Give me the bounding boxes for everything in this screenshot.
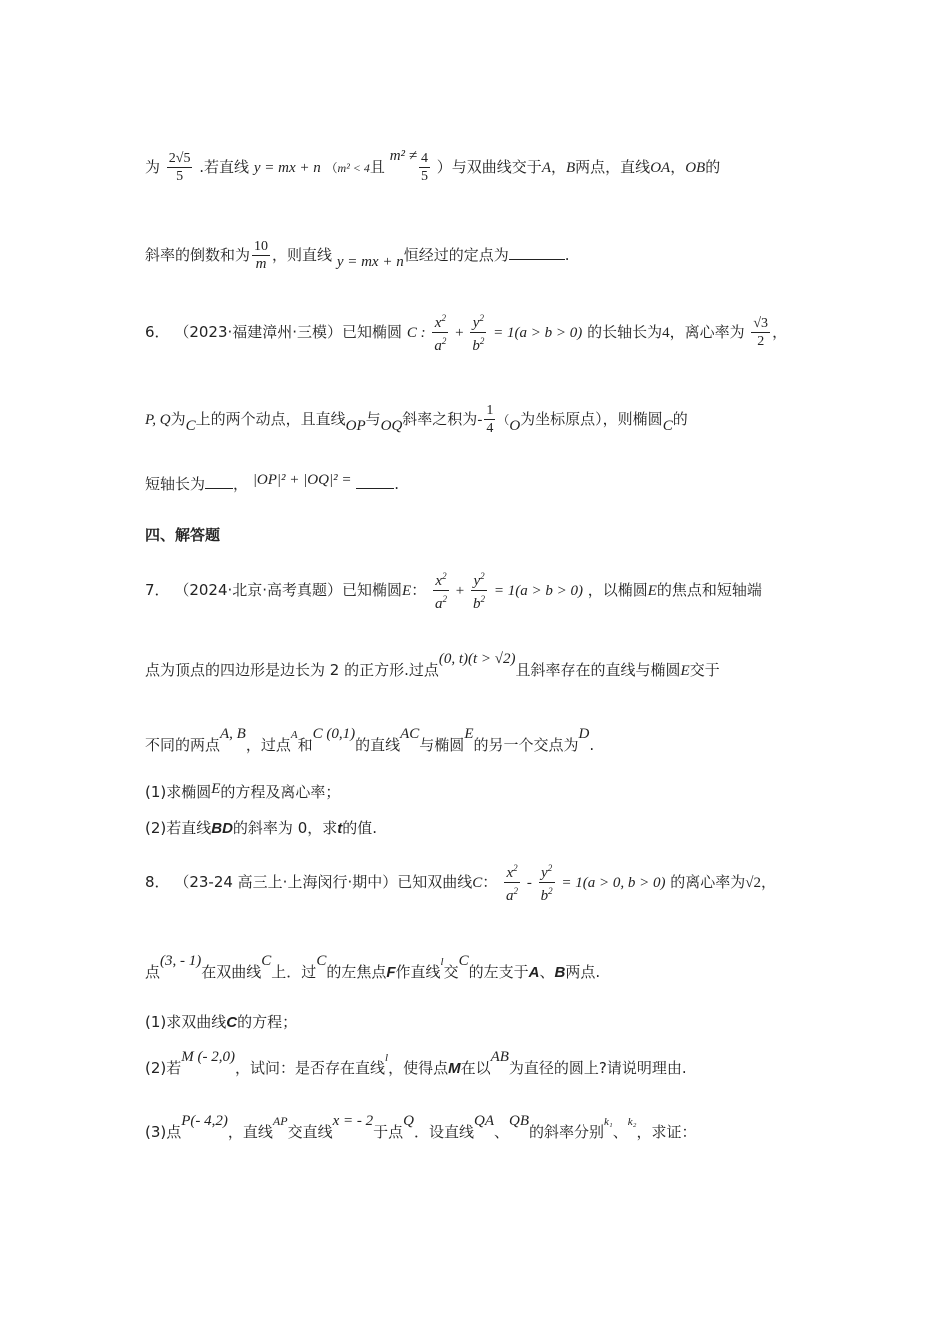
text: 交 xyxy=(443,963,459,981)
text: .若直线 xyxy=(199,158,250,176)
math-D: D xyxy=(578,726,590,742)
text: ： xyxy=(482,873,498,891)
math-C: C xyxy=(316,953,327,969)
text: 的方程及离心率； xyxy=(220,783,341,801)
text: 的另一个交点为 xyxy=(473,736,579,754)
fraction-1-4 xyxy=(484,402,495,437)
question-number: 7． xyxy=(145,581,170,599)
text: 的 xyxy=(672,410,688,428)
math-QA: QA xyxy=(474,1113,495,1129)
text: 作直线 xyxy=(395,963,441,981)
text: 交直线 xyxy=(287,1123,333,1141)
text: 、 xyxy=(539,963,555,981)
text: （ xyxy=(497,413,510,427)
math-F: F xyxy=(386,964,396,981)
text: 与 xyxy=(365,410,381,428)
section-heading: 四、解答题 xyxy=(145,526,221,544)
math-PQ: P, Q xyxy=(145,412,171,428)
math-point: (0, t)(t > √2) xyxy=(438,651,516,667)
question-source: （23-24 高三上·上海闵行·期中）已知双曲线 xyxy=(174,873,473,891)
q8-part-1 xyxy=(145,1012,800,1033)
text: ： xyxy=(411,581,427,599)
text: (2)若 xyxy=(145,1059,182,1077)
text: ， xyxy=(670,158,686,176)
text: 为 xyxy=(170,410,186,428)
frac-num: √3 xyxy=(753,316,769,331)
math-O: O xyxy=(509,418,521,434)
text: 点为顶点的四边形是边长为 2 的正方形.过点 xyxy=(145,661,439,679)
q8-line-2 xyxy=(145,953,800,984)
fraction-eccentricity xyxy=(167,150,193,185)
q7-line-2 xyxy=(145,651,800,681)
text: 于点 xyxy=(373,1123,404,1141)
text: (2)若直线 xyxy=(145,819,212,837)
text: 上．过 xyxy=(271,963,317,981)
text: 点 xyxy=(145,963,161,981)
math-line-eq: y = mx + n xyxy=(336,254,404,270)
text: 的斜率分别 xyxy=(529,1123,605,1141)
text: 在以 xyxy=(460,1059,491,1077)
text: ．设直线 xyxy=(414,1123,475,1141)
math-OB: OB xyxy=(685,160,706,176)
frac-num: 4 xyxy=(421,151,429,166)
math-E: E xyxy=(464,726,474,742)
text: ，直线 xyxy=(227,1123,273,1141)
frac-num: 1 xyxy=(486,403,494,418)
text: （ xyxy=(325,161,338,175)
math-C: C xyxy=(662,418,673,434)
q6-line-3 xyxy=(145,474,800,495)
text: ， xyxy=(233,475,249,493)
text: 且 xyxy=(369,158,385,176)
math-line-eq: y = mx + n xyxy=(253,160,321,176)
text: 的值. xyxy=(342,819,378,837)
answer-blank-1[interactable] xyxy=(205,474,233,489)
math-B: B xyxy=(554,964,566,981)
math-l: l xyxy=(385,1052,389,1064)
text: ， xyxy=(761,873,777,891)
text: ，求证： xyxy=(636,1123,697,1141)
text: 和 xyxy=(297,736,313,754)
fraction-x2-a2: $\frac{x^2}{a^2}$ xyxy=(432,310,448,355)
text: 斜率之积为 xyxy=(402,410,478,428)
math-A: A xyxy=(541,160,551,176)
math-M-point: M (- 2,0) xyxy=(181,1049,235,1065)
text: 且斜率存在的直线与椭圆 xyxy=(515,661,681,679)
text: ，则直线 xyxy=(272,246,333,264)
math-k1: k₁ xyxy=(604,1116,613,1128)
math-l: l xyxy=(440,956,444,968)
math-k2: k₂ xyxy=(627,1116,637,1128)
math-C-point: C (0,1) xyxy=(312,726,356,742)
text: 的左支于 xyxy=(468,963,529,981)
math-C: C xyxy=(185,418,196,434)
math-C: C xyxy=(472,875,483,891)
math-BD: BD xyxy=(211,820,233,837)
text: 的斜率为 0，求 xyxy=(232,819,338,837)
math-C: C xyxy=(261,953,272,969)
math-OQ: OQ xyxy=(380,418,403,434)
question-number: 8． xyxy=(145,873,170,891)
math-x-eq: x = - 2 xyxy=(332,1113,374,1129)
math-C: C xyxy=(226,1014,238,1031)
q5-line-2 xyxy=(145,238,800,273)
math-E: E xyxy=(680,663,690,679)
math-sqrt2: √2 xyxy=(745,875,762,891)
math-eq-tail: = 1(a > b > 0) xyxy=(493,325,583,341)
math-AP: AP xyxy=(272,1114,288,1128)
math-E: E xyxy=(647,583,657,599)
frac-den: 5 xyxy=(176,169,184,184)
text: 短轴长为 xyxy=(145,475,206,493)
frac-num: 10 xyxy=(254,239,269,254)
q7-line-1: 7． （2024·北京·高考真题）已知椭圆E： $\frac{x^2}{a^2}$ + $\frac{y^2}{b^2}$ = 1(a > b > 0) ，以椭圆E的焦点和短轴端 xyxy=(145,568,800,613)
math-eq-tail: = 1(a > 0, b > 0) xyxy=(561,875,666,891)
math-P-point: P(- 4,2) xyxy=(181,1113,228,1129)
text: ， xyxy=(550,158,566,176)
text: 交于 xyxy=(689,661,720,679)
question-source: （2023·福建漳州·三模）已知椭圆 xyxy=(174,323,403,341)
q8-line-1: 8． （23-24 高三上·上海闵行·期中）已知双曲线C： $\frac{x^2}{a^2}$ - $\frac{y^2}{b^2}$ = 1(a > 0, b > 0) 的离心率为√2， xyxy=(145,860,800,905)
fraction-x2-a2: $\frac{x^2}{a^2}$ xyxy=(504,860,520,905)
math-B: B xyxy=(566,160,576,176)
answer-blank[interactable] xyxy=(509,245,565,260)
math-minus: - xyxy=(477,412,483,428)
text: ，试问：是否存在直线 xyxy=(234,1059,385,1077)
math-E: E xyxy=(402,583,412,599)
text: 与椭圆 xyxy=(419,736,465,754)
math-cond2: m² ≠ xyxy=(389,148,418,164)
text: . xyxy=(564,246,570,264)
math-A: A xyxy=(528,964,540,981)
math-OP: OP xyxy=(345,418,366,434)
text: 两点，直线 xyxy=(575,158,651,176)
text: 的 xyxy=(705,158,721,176)
q7-part-2 xyxy=(145,818,800,839)
text: (3)点 xyxy=(145,1123,182,1141)
text: 两点. xyxy=(565,963,601,981)
frac-num: 2√5 xyxy=(168,151,191,166)
text: 、 xyxy=(612,1123,628,1141)
math-cond: m² < 4 xyxy=(337,161,370,175)
text: (1)求双曲线 xyxy=(145,1013,227,1031)
math-OA: OA xyxy=(650,160,671,176)
text: ，离心率为 xyxy=(669,323,745,341)
text: 为 xyxy=(145,158,161,176)
question-source: （2024·北京·高考真题）已知椭圆 xyxy=(174,581,403,599)
text: ，以椭圆 xyxy=(587,581,648,599)
fraction-x2-a2: $\frac{x^2}{a^2}$ xyxy=(433,568,449,613)
text: 的焦点和短轴端 xyxy=(656,581,762,599)
text: 上的两个动点，且直线 xyxy=(195,410,346,428)
text: 的直线 xyxy=(355,736,401,754)
text: 恒经过的定点为 xyxy=(403,246,509,264)
q8-part-2 xyxy=(145,1049,800,1080)
text: 的长轴长为 xyxy=(587,323,663,341)
text: 的左焦点 xyxy=(326,963,387,981)
math-QB: QB xyxy=(509,1113,530,1129)
text: . xyxy=(394,475,400,493)
math-AB: AB xyxy=(490,1049,509,1065)
answer-blank-2[interactable] xyxy=(356,474,394,489)
fraction-y2-b2: $\frac{y^2}{b^2}$ xyxy=(471,568,487,613)
question-number: 6． xyxy=(145,323,170,341)
math-A: A xyxy=(290,729,298,741)
text: 、 xyxy=(494,1123,510,1141)
math-AB: A, B xyxy=(220,726,246,742)
fraction-eccentricity xyxy=(751,315,770,350)
q7-line-3 xyxy=(145,726,800,757)
frac-den: m xyxy=(255,256,267,272)
math-M: M xyxy=(448,1060,461,1077)
text: (1)求椭圆 xyxy=(145,783,212,801)
math-C: C xyxy=(458,953,469,969)
math-point: (3, - 1) xyxy=(160,953,202,969)
text: ， xyxy=(772,323,788,341)
frac-den: 4 xyxy=(486,421,494,436)
text: 为直径的圆上?请说明理由. xyxy=(508,1059,687,1077)
math-eq-tail: = 1(a > b > 0) xyxy=(493,583,583,599)
text: 为坐标原点），则椭圆 xyxy=(520,410,663,428)
text: 在双曲线 xyxy=(201,963,262,981)
math-t: t xyxy=(337,820,343,837)
q5-line-1 xyxy=(145,150,800,185)
text: . xyxy=(589,736,595,754)
fraction-4-5 xyxy=(419,150,430,185)
text: ，过点 xyxy=(245,736,291,754)
fraction-y2-b2: $\frac{y^2}{b^2}$ xyxy=(539,860,555,905)
text: ）与双曲线交于 xyxy=(436,158,542,176)
text: 斜率的倒数和为 xyxy=(145,246,251,264)
q6-line-2 xyxy=(145,402,800,437)
text: 不同的两点 xyxy=(145,736,221,754)
math-AC: AC xyxy=(400,726,420,742)
text: 的离心率为 xyxy=(670,873,746,891)
text: ，使得点 xyxy=(388,1059,449,1077)
math-expr: |OP|² + |OQ|² = xyxy=(252,472,352,488)
math-C: C : xyxy=(406,325,426,341)
math-Q: Q xyxy=(403,1113,414,1129)
q8-part-3 xyxy=(145,1113,800,1144)
text: 的方程； xyxy=(237,1013,298,1031)
fraction-y2-b2: $\frac{y^2}{b^2}$ xyxy=(470,310,486,355)
frac-den: 5 xyxy=(421,169,429,184)
fraction-10-m xyxy=(252,238,270,273)
frac-den: 2 xyxy=(757,334,765,349)
math-value: 4 xyxy=(662,325,670,341)
q6-line-1: 6． （2023·福建漳州·三模）已知椭圆 C : $\frac{x^2}{a^2}$ + $\frac{y^2}{b^2}$ = 1(a > b > 0) 的长轴长为4，离心率为 $\frac{√3}{2}$ ， xyxy=(145,310,800,355)
q7-part-1 xyxy=(145,782,800,803)
math-E: E xyxy=(211,781,221,797)
